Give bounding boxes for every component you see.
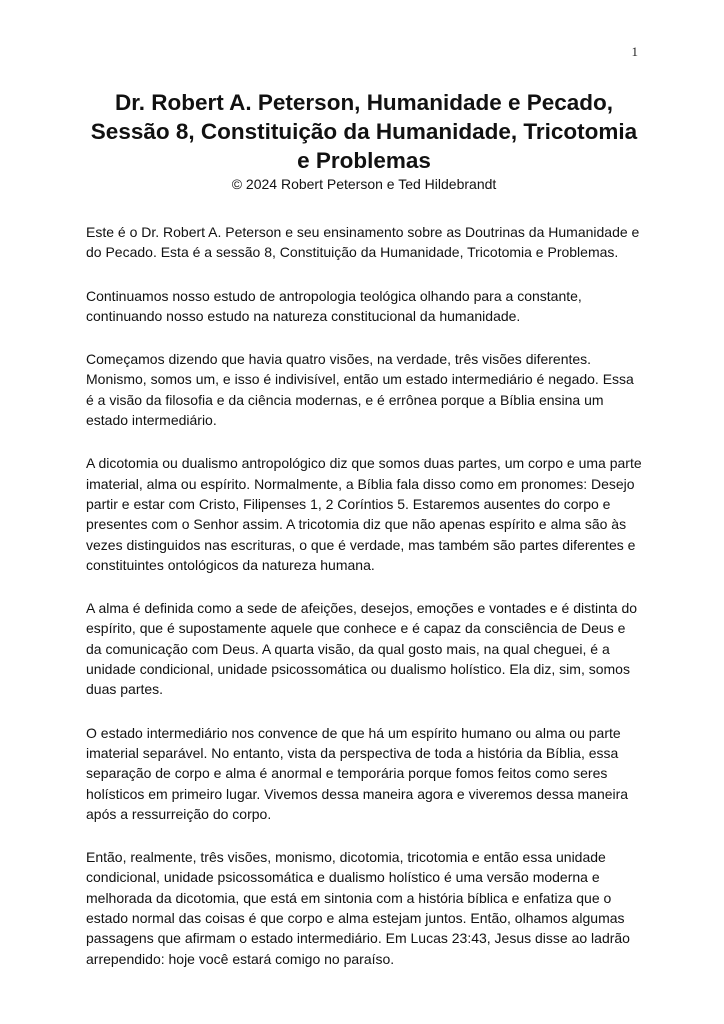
paragraph-continuation: Continuamos nosso estudo de antropologia teológica olhando para a constante, continuando nosso estudo na natureza constitucional da humanidade. [86,287,582,324]
paragraph-monism: Começamos dizendo que havia quatro visões, na verdade, três visões diferentes. Monismo, somos um, e isso é indivisível, então um estado intermediário é negado. Essa é a visão da filosofia e da ciência modernas, e é errônea porque a Bíblia ensina um estado intermediário. [86,351,634,429]
paragraph-intro: Este é o Dr. Robert A. Peterson e seu ensinamento sobre as Doutrinas da Humanidade e do Pecado. Esta é a sessão 8, Constituição da Humanidade, Tricotomia e Problemas. [86,224,640,261]
paragraph-dichotomy: A dicotomia ou dualismo antropológico diz que somos duas partes, um corpo e uma parte imaterial, alma ou espírito. Normalmente, a Bíblia fala disso como em pronomes: Desejo partir e estar com Cristo, Filipenses 1, 2 Coríntios 5. Estaremos ausentes do corpo e presentes com o Senhor assim. A tricotomia diz que não apenas espírito e alma são às vezes distinguidos nas escrituras, o que é verdade, mas também são partes diferentes e constituintes ontológicos da natureza humana. [86,455,642,573]
paragraph-intermediate-state: O estado intermediário nos convence de que há um espírito humano ou alma ou parte imaterial separável. No entanto, vista da perspectiva de toda a história da Bíblia, essa separação de corpo e alma é anormal e temporária porque fomos feitos como seres holísticos em primeiro lugar. Vivemos dessa maneira agora e viveremos dessa maneira após a ressurreição do corpo. [86,724,629,822]
copyright-line: © 2024 Robert Peterson e Ted Hildebrandt [231,176,497,192]
document-title: Dr. Robert A. Peterson, Humanidade e Pecado, Sessão 8, Constituição da Humanidade, Tricotomia e Problemas [90,90,638,173]
paragraph-summary: Então, realmente, três visões, monismo, dicotomia, tricotomia e então essa unidade condicional, unidade psicossomática e dualismo holístico é uma versão moderna e melhorada da dicotomia, que está em sintonia com a história bíblica e enfatiza que o estado normal das coisas é que corpo e alma estejam juntos. Então, olhamos algumas passagens que afirmam o estado intermediário. Em Lucas 23:43, Jesus disse ao ladrão arrependido: hoje você estará comigo no paraíso. [86,849,630,967]
paragraph-soul: A alma é definida como a sede de afeições, desejos, emoções e vontades e é distinta do espírito, que é supostamente aquele que conhece e é capaz da consciência de Deus e da comunicação com Deus. A quarta visão, da qual gosto mais, na qual cheguei, é a unidade condicional, unidade psicossomática ou dualismo holístico. Ela diz, sim, somos duas partes. [86,600,638,698]
document-content [86,88,642,992]
page-number: 1 [631,44,638,59]
